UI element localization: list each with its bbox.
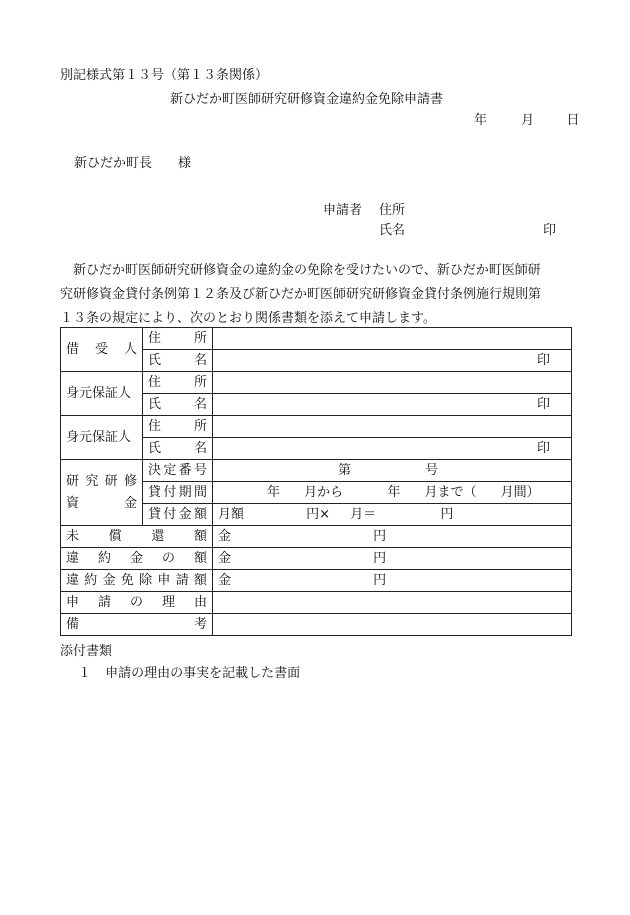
date-day: 日 xyxy=(566,113,580,128)
guarantor1-address-field[interactable] xyxy=(213,372,572,394)
body-line: 究研修資金貸付条例第１２条及び新ひだか町医師研究研修資金貸付条例施行規則第 xyxy=(60,287,542,302)
period-from: 月から xyxy=(304,485,344,500)
page-title: 新ひだか町医師研究研修資金違約金免除申請書 xyxy=(170,92,444,107)
guarantor1-seal: 印 xyxy=(536,397,550,412)
amount-monthly: 月額 xyxy=(218,507,245,522)
guarantor2-address-field[interactable] xyxy=(213,416,572,438)
borrower-address-field[interactable] xyxy=(213,328,572,350)
decision-number-field[interactable] xyxy=(213,460,572,482)
reason-field[interactable] xyxy=(213,592,572,614)
amount-yen: 円 xyxy=(440,507,454,522)
body-paragraph xyxy=(60,259,580,331)
attachment-item xyxy=(78,666,300,682)
application-table xyxy=(60,327,572,636)
borrower-label: 借 受 人 xyxy=(61,328,143,372)
period-year1: 年 xyxy=(267,485,281,500)
guarantor1-name-label: 氏 名 xyxy=(143,394,213,416)
attachments-label: 添付書類 xyxy=(60,644,113,659)
guarantor1-label: 身元保証人 xyxy=(61,372,143,416)
unpaid-prefix: 金 xyxy=(218,529,232,544)
applicant-address-label: 住所 xyxy=(379,203,406,218)
guarantor2-address-label: 住 所 xyxy=(143,416,213,438)
borrower-address-label: 住 所 xyxy=(143,328,213,350)
amount-yen-times: 円× xyxy=(306,507,331,522)
unpaid-unit: 円 xyxy=(373,529,387,544)
period-months: 月間） xyxy=(500,485,540,500)
date-line xyxy=(474,113,579,129)
borrower-seal: 印 xyxy=(536,353,550,368)
body-line: 新ひだか町医師研究研修資金の違約金の免除を受けたいので、新ひだか町医師研 xyxy=(60,263,541,278)
loan-period-field[interactable] xyxy=(213,482,572,504)
fund-label: 研究研修 資 金 xyxy=(61,460,143,526)
decision-go: 号 xyxy=(425,463,439,478)
period-until: 月まで（ xyxy=(424,485,477,500)
applicant-label: 申請者 xyxy=(323,203,363,218)
guarantor1-name-field[interactable] xyxy=(213,394,572,416)
guarantor2-seal: 印 xyxy=(536,441,550,456)
applicant-name-label: 氏名 xyxy=(379,223,406,238)
exemption-field[interactable] xyxy=(213,570,572,592)
loan-amount-field[interactable] xyxy=(213,504,572,526)
applicant-seal: 印 xyxy=(543,223,557,238)
penalty-label: 違 約 金 の 額 xyxy=(61,548,213,570)
penalty-field[interactable] xyxy=(213,548,572,570)
addressee: 新ひだか町長 様 xyxy=(74,156,192,171)
reason-label: 申 請 の 理 由 xyxy=(61,592,213,614)
attachment-text: 申請の理由の事実を記載した書面 xyxy=(105,666,301,681)
penalty-prefix: 金 xyxy=(218,551,232,566)
unpaid-label: 未 償 還 額 xyxy=(61,526,213,548)
date-year: 年 xyxy=(474,113,488,128)
exemption-prefix: 金 xyxy=(218,573,232,588)
loan-period-label: 貸付期間 xyxy=(143,482,213,504)
period-year2: 年 xyxy=(387,485,401,500)
exemption-label: 違約金免除申請額 xyxy=(61,570,213,592)
remarks-field[interactable] xyxy=(213,614,572,636)
decision-dai: 第 xyxy=(338,463,352,478)
penalty-unit: 円 xyxy=(373,551,387,566)
attachment-number: １ xyxy=(78,666,92,681)
guarantor2-label: 身元保証人 xyxy=(61,416,143,460)
guarantor1-address-label: 住 所 xyxy=(143,372,213,394)
borrower-name-label: 氏 名 xyxy=(143,350,213,372)
unpaid-field[interactable] xyxy=(213,526,572,548)
loan-amount-label: 貸付金額 xyxy=(143,504,213,526)
guarantor2-name-label: 氏 名 xyxy=(143,438,213,460)
remarks-label: 備 考 xyxy=(61,614,213,636)
date-month: 月 xyxy=(521,113,535,128)
borrower-name-field[interactable] xyxy=(213,350,572,372)
form-number: 別記様式第１３号（第１３条関係） xyxy=(60,68,269,83)
amount-month-eq: 月＝ xyxy=(350,507,377,522)
body-line: １３条の規定により、次のとおり関係書類を添えて申請します。 xyxy=(60,311,436,326)
decision-number-label: 決定番号 xyxy=(143,460,213,482)
guarantor2-name-field[interactable] xyxy=(213,438,572,460)
exemption-unit: 円 xyxy=(373,573,387,588)
